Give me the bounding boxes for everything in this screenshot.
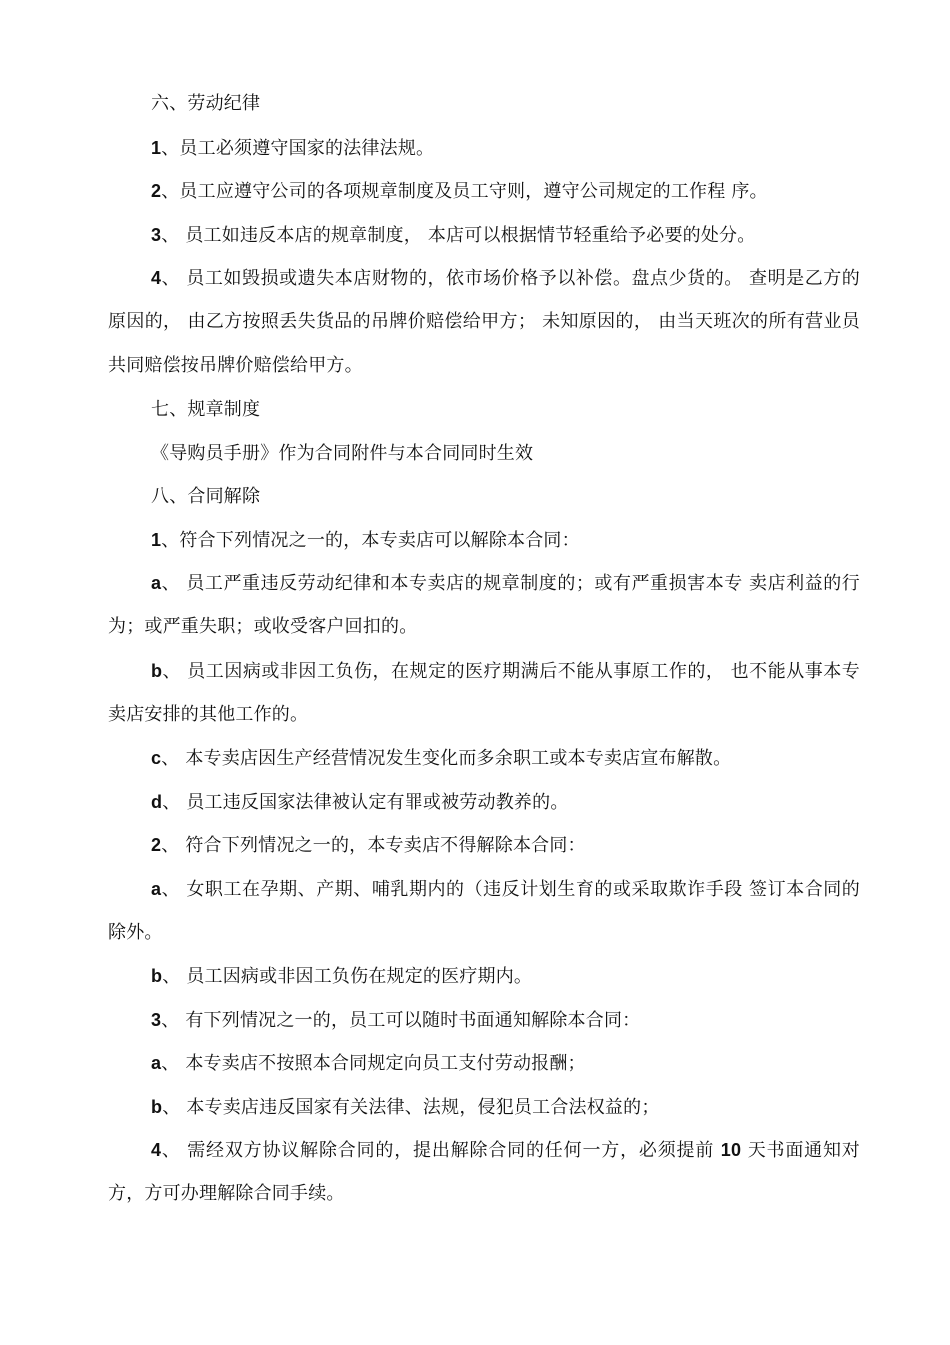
paragraph-item-b-medical-period: b、 员工因病或非因工负伤在规定的医疗期内。: [151, 966, 533, 987]
section-heading-termination: 八、合同解除: [151, 486, 261, 507]
notice-days-value: 10: [720, 1140, 742, 1160]
paragraph-3-violation-penalty: 3、 员工如违反本店的规章制度， 本店可以根据情节轻重给予必要的处分。: [151, 225, 756, 246]
paragraph-mutual-termination: 4、 需经双方协议解除合同的，提出解除合同的任何一方，必须提前 10 天书面通知对方，方可办理解除合同手续。: [108, 1140, 861, 1205]
paragraph-item-a-unpaid-wages: a、 本专卖店不按照本合同规定向员工支付劳动报酬；: [151, 1053, 586, 1074]
paragraph-item-a-serious-violation: a、 员工严重违反劳动纪律和本专卖店的规章制度的；或有严重损害本专 卖店利益的行为；或严重失职；或收受客户回扣的。: [108, 573, 860, 638]
paragraph-handbook: 《导购员手册》作为合同附件与本合同同时生效: [151, 443, 534, 464]
paragraph-termination-conditions: 1、符合下列情况之一的，本专卖店可以解除本合同：: [151, 530, 580, 551]
paragraph-item-c-dissolution: c、 本专卖店因生产经营情况发生变化而多余职工或本专卖店宣布解散。: [151, 748, 732, 769]
paragraph-item-b-rights-violation: b、 本专卖店违反国家有关法律、法规，侵犯员工合法权益的；: [151, 1097, 660, 1118]
section-heading-labor-discipline: 六、劳动纪律: [151, 93, 261, 114]
section-heading-rules: 七、规章制度: [151, 399, 261, 420]
paragraph-no-termination-conditions: 2、 符合下列情况之一的，本专卖店不得解除本合同：: [151, 835, 586, 856]
paragraph-item-a-pregnancy: a、 女职工在孕期、产期、哺乳期内的（违反计划生育的或采取欺诈手段 签订本合同的除外。: [108, 879, 860, 944]
paragraph-item-d-criminal: d、 员工违反国家法律被认定有罪或被劳动教养的。: [151, 792, 569, 813]
paragraph-4-property-loss: 4、 员工如毁损或遗失本店财物的，依市场价格予以补偿。盘点少货的。 查明是乙方的原因的， 由乙方按照丢失货品的吊牌价赔偿给甲方； 未知原因的， 由当天班次的所有营业员共同赔偿按吊牌价赔偿给甲方。: [108, 268, 860, 376]
paragraph-employee-termination: 3、 有下列情况之一的，员工可以随时书面通知解除本合同：: [151, 1010, 641, 1031]
paragraph-item-b-illness: b、 员工因病或非因工负伤，在规定的医疗期满后不能从事原工作的， 也不能从事本专卖店安排的其他工作的。: [108, 661, 860, 726]
paragraph-2-obey-rules: 2、员工应遵守公司的各项规章制度及员工守则，遵守公司规定的工作程 序。: [151, 181, 768, 202]
paragraph-1-obey-law: 1、员工必须遵守国家的法律法规。: [151, 138, 435, 159]
